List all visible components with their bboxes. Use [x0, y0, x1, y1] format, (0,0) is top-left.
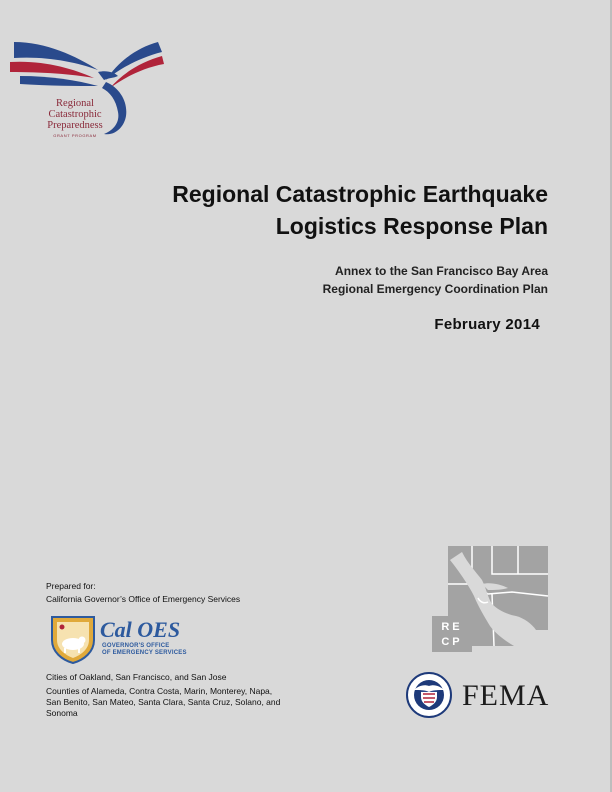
document-title: [172, 178, 548, 242]
cal-oes-name: Cal OES: [100, 617, 181, 642]
recp-map-logo: [432, 544, 552, 654]
subtitle-line: Regional Emergency Coordination Plan: [322, 282, 548, 296]
prepared-for-block: [46, 580, 240, 606]
rcp-grant-logo: [6, 36, 166, 146]
rcp-logo-text: [6, 98, 144, 131]
publication-date: February 2014: [434, 316, 540, 333]
counties-list: Counties of Alameda, Contra Costa, Marin, Monterey, Napa, San Benito, San Mateo, Santa Clara, Santa Cruz, Solano, and Sonoma: [46, 686, 281, 718]
rcp-logo-line: Catastrophic: [48, 109, 102, 120]
cal-oes-shield-icon: [48, 614, 98, 664]
fema-wordmark: FEMA: [462, 679, 550, 712]
cal-oes-sub-line: OF EMERGENCY SERVICES: [102, 650, 187, 656]
dhs-seal-icon: [404, 670, 454, 720]
prepared-for-org: California Governor’s Office of Emergency Services: [46, 594, 241, 604]
rcp-logo-line: Regional: [56, 98, 94, 109]
recp-label-line: RE: [441, 621, 463, 633]
rcp-logo-line: Preparedness: [47, 120, 103, 131]
recp-label: [435, 620, 469, 650]
rcp-logo-subline: GRANT PROGRAM: [53, 133, 97, 138]
subtitle-line: Annex to the San Francisco Bay Area: [335, 264, 548, 278]
cities-list: Cities of Oakland, San Francisco, and San Jose: [46, 672, 227, 682]
document-subtitle: [323, 262, 548, 298]
fema-logo: [404, 670, 554, 720]
recp-label-line: CP: [441, 636, 463, 648]
cal-oes-sub-line: GOVERNOR'S OFFICE: [102, 643, 170, 649]
prepared-for-label: Prepared for:: [46, 581, 96, 591]
cal-oes-subtitle: [102, 643, 187, 657]
title-line: Logistics Response Plan: [275, 213, 548, 239]
title-line: Regional Catastrophic Earthquake: [172, 181, 548, 207]
cal-oes-logo: [48, 614, 198, 664]
